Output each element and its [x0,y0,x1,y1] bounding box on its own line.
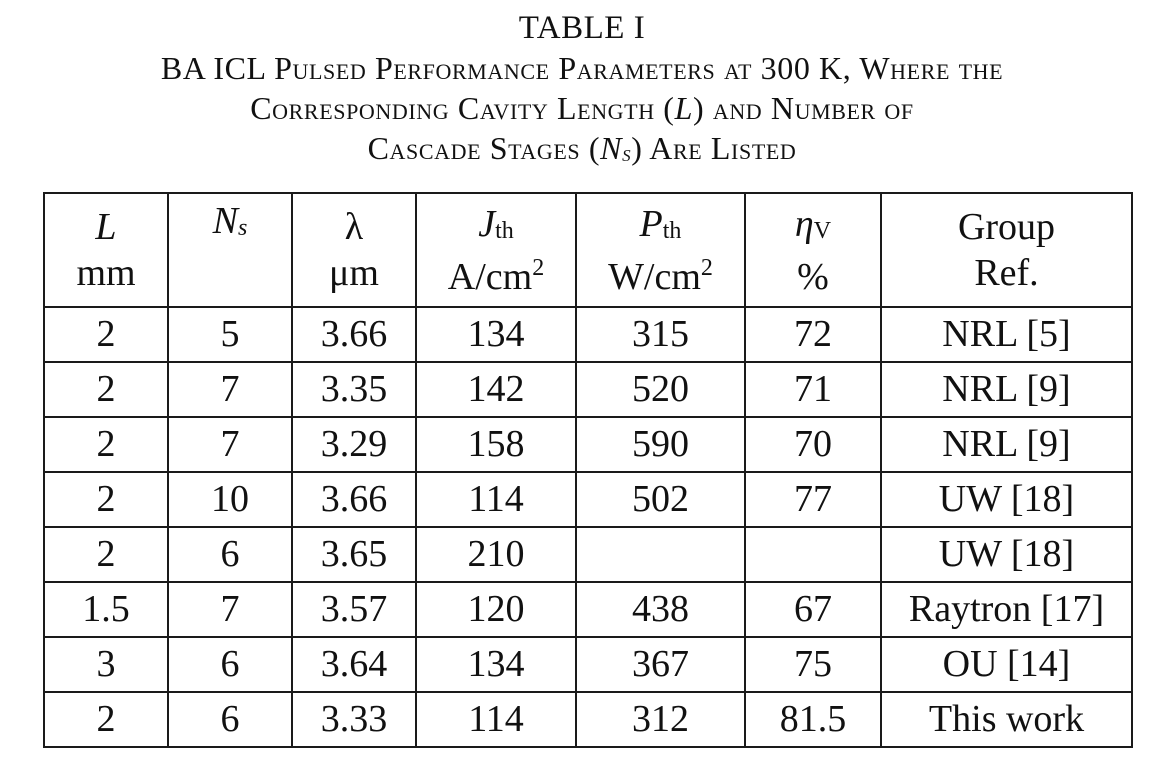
caption-stages-subscript: s [622,141,632,167]
table-row [44,582,1132,637]
table-row [44,692,1132,747]
cell-voltage-efficiency: 67 [745,582,881,637]
caption-line-3 [0,128,1164,174]
cell-voltage-efficiency: 77 [745,472,881,527]
header-threshold-power [576,193,745,307]
cell-threshold-current: 114 [416,692,576,747]
cell-threshold-current: 114 [416,472,576,527]
cell-threshold-current: 142 [416,362,576,417]
cell-group-ref: NRL [9] [881,417,1132,472]
cell-voltage-efficiency: 75 [745,637,881,692]
cell-cavity-length: 2 [44,527,168,582]
cell-stages: 10 [168,472,292,527]
cell-group-ref: Raytron [17] [881,582,1132,637]
cell-threshold-current: 134 [416,307,576,362]
table-row [44,307,1132,362]
cell-threshold-power: 312 [576,692,745,747]
cell-threshold-power [576,527,745,582]
cell-cavity-length: 2 [44,472,168,527]
header-group-label: Group [957,206,1056,248]
header-cavity-length-symbol: L [95,206,117,248]
cell-threshold-current: 158 [416,417,576,472]
header-wavelength [292,193,416,307]
header-stages-subscript: s [238,215,248,241]
table-row [44,417,1132,472]
caption-line-1 [0,48,1164,88]
cell-voltage-efficiency: 71 [745,362,881,417]
cell-wavelength: 3.29 [292,417,416,472]
cell-group-ref: UW [18] [881,472,1132,527]
table-caption [0,8,1164,174]
header-row [44,193,1132,307]
header-voltage-efficiency [745,193,881,307]
caption-line-3-pre: Cascade Stages ( [367,130,601,166]
cell-voltage-efficiency: 81.5 [745,692,881,747]
table-label: TABLE I [518,10,646,46]
cell-wavelength: 3.64 [292,637,416,692]
cell-wavelength: 3.35 [292,362,416,417]
header-wavelength-unit: μm [329,252,379,294]
cell-stages: 5 [168,307,292,362]
cell-cavity-length: 2 [44,307,168,362]
caption-line-3-post: ) Are Listed [631,130,797,166]
header-threshold-current-subscript: th [495,217,514,244]
cell-cavity-length: 2 [44,362,168,417]
header-threshold-power-subscript: th [662,217,682,244]
header-threshold-power-unit: W/cm [608,255,701,298]
header-ref-label: Ref. [974,252,1039,294]
cell-voltage-efficiency [745,527,881,582]
cell-cavity-length: 2 [44,417,168,472]
header-group-ref [881,193,1132,307]
header-stages-symbol: N [212,200,238,242]
caption-line-2 [0,88,1164,128]
table-row [44,472,1132,527]
cell-cavity-length: 2 [44,692,168,747]
header-voltage-efficiency-symbol: η [794,202,814,245]
header-wavelength-symbol: λ [344,206,364,248]
caption-stages-symbol: N [600,130,623,166]
cell-threshold-current: 120 [416,582,576,637]
header-voltage-efficiency-subscript: V [813,217,832,244]
cell-threshold-power: 438 [576,582,745,637]
cell-group-ref: OU [14] [881,637,1132,692]
header-threshold-current-unit-exp: 2 [532,254,545,281]
cell-voltage-efficiency: 70 [745,417,881,472]
header-stages [168,193,292,307]
table-row [44,362,1132,417]
header-threshold-power-symbol: P [639,202,663,245]
header-cavity-length [44,193,168,307]
caption-line-1-text: BA ICL Pulsed Performance Parameters at 300 K, Where the [160,50,1004,86]
cell-cavity-length: 1.5 [44,582,168,637]
cell-wavelength: 3.66 [292,472,416,527]
cell-stages: 7 [168,582,292,637]
cell-stages: 7 [168,417,292,472]
header-cavity-length-unit: mm [76,252,136,294]
cell-wavelength: 3.66 [292,307,416,362]
cell-wavelength: 3.33 [292,692,416,747]
cell-group-ref: NRL [9] [881,362,1132,417]
caption-line-2-post: ) and Number of [692,90,914,126]
cell-threshold-power: 520 [576,362,745,417]
cell-group-ref: This work [881,692,1132,747]
header-threshold-current [416,193,576,307]
cell-threshold-power: 590 [576,417,745,472]
header-threshold-current-symbol: J [478,202,496,245]
cell-threshold-current: 210 [416,527,576,582]
header-voltage-efficiency-unit: % [797,255,829,298]
table-row [44,527,1132,582]
cell-group-ref: NRL [5] [881,307,1132,362]
cell-stages: 6 [168,527,292,582]
cell-threshold-current: 134 [416,637,576,692]
header-threshold-current-unit: A/cm [447,255,533,298]
table-body [44,307,1132,747]
cell-group-ref: UW [18] [881,527,1132,582]
cell-threshold-power: 315 [576,307,745,362]
cell-stages: 6 [168,692,292,747]
performance-table [43,192,1133,748]
cell-voltage-efficiency: 72 [745,307,881,362]
cell-stages: 7 [168,362,292,417]
table-row [44,637,1132,692]
cell-wavelength: 3.57 [292,582,416,637]
caption-line-2-pre: Corresponding Cavity Length ( [250,90,675,126]
caption-cavity-length-symbol: L [674,90,693,126]
cell-cavity-length: 3 [44,637,168,692]
cell-threshold-power: 367 [576,637,745,692]
cell-threshold-power: 502 [576,472,745,527]
cell-stages: 6 [168,637,292,692]
cell-wavelength: 3.65 [292,527,416,582]
header-threshold-power-unit-exp: 2 [700,254,713,281]
